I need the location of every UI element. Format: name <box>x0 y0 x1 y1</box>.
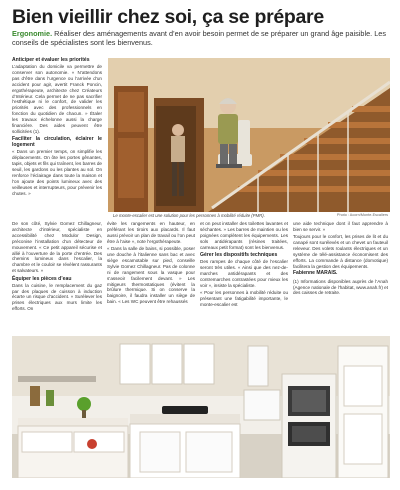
intro-keyword: Ergonomie. <box>12 29 53 38</box>
paragraph: L’adaptation du domicile va permettre de conserver son autonomie. « N’attendons pas d’être dans l’urgence ou l’arrivée d’un accident pour agir, avertit Franck Poncin, ergothérapeute, architecte chez Créateurs d’Intérieur. Cela permet de ne pas sacrifier l’esthétique ni le confort, de valider les priorités avec des professionnels en fonction du quotidien de chacun. » Étaler les travaux échelonne aussi la charge financière. Des aides peuvent être sollicitées (1). <box>12 64 102 134</box>
photo-caption: Le monte-escalier est une solution pour les personnes à mobilité réduite (PMR). <box>113 213 265 218</box>
column-1 <box>12 56 102 198</box>
footnote: (1) Informations disponibles auprès de l’Anah (Agence nationale de l’habitat, www.anah.fr) et des caisses de retraite. <box>293 278 388 296</box>
paragraph: évite les rangements en hauteur, en préférant les tiroirs aux placards. Il faut aussi prévoir un plan de travail ou l’on peut être à l’aise », note l’ergothérapeute. <box>107 221 195 244</box>
article-title: Bien vieillir chez soi, ça se prépare <box>12 6 324 28</box>
column-4 <box>200 221 288 309</box>
kitchen-illustration <box>12 336 390 478</box>
paragraph: « Dans la salle de bains, si possible, poser une douche à l’italienne sans bac et avec siège escamotable sur pied, conseille Sylvie Gomez Chillagneur. Pas de colonne ni de rangement sous la vasque pour s’asseoir facilement devant. » Les mitigeurs thermostatiques (évitent la brûlure thermique. Si on conserve la baignoire, il faudra installer un siège de bain. « Les WC peuvent être rehaussés <box>107 246 195 305</box>
section-heading: Faciliter la circulation, éclairer le logement <box>12 136 102 149</box>
intro-text: Réaliser des aménagements avant d’en avoir besoin permet de se préparer un grand âge paisible. Les conseils de spécialistes sont les bienvenus. <box>12 29 386 47</box>
paragraph: « Pour les personnes à mobilité réduite ou présentant une fatigabilité importante, le monte-escalier est <box>200 290 288 307</box>
photo-credit: Photo : Acorn/Monte-Escaliers <box>336 213 388 217</box>
kitchen-photo <box>12 336 390 478</box>
section-heading: Anticiper et évaluer les priorités <box>12 57 90 63</box>
column-2 <box>12 221 102 314</box>
paragraph: et on peut installer des toilettes lavantes et séchantes. » Les barres de maintien ou les poignées complètent les équipements. Les sols antidérapants (résines traitées, carreaux petit format) sont les bienvenus. <box>200 221 288 250</box>
author-signature: Fabienne MARAIS. <box>293 270 338 277</box>
stairlift-illustration <box>108 58 390 212</box>
section-heading: Gérer les dispositifs techniques <box>200 252 278 259</box>
paragraph: Dans la cuisine, le remplacement du gaz par des plaques de cuisson à induction écarte un risque d’accident. « Surélever les prises électriques aux murs limite les efforts. On <box>12 282 102 312</box>
section-heading: Équiper les pièces d’eau <box>12 275 72 282</box>
paragraph: une aide technique dont il faut apprendre à bien se servir. » <box>293 221 388 232</box>
column-5 <box>293 221 388 298</box>
paragraph: « Dans un premier temps, on simplifie les déplacements. On ôte les portes gênantes, tapis, objets et fils qui traînent, les barres de seuil, les gardons ou les plantes au sol. On renforce l’éclairage dans toute la maison et l’on ajoute des points lumineux avec des veilleuses et interrupteurs, pour prévenir les chutes. » <box>12 149 102 196</box>
column-3 <box>107 221 195 307</box>
paragraph: Toujours pour le confort, les prises de lit et du canapé sont surélevés et un chevet un fauteuil releveur. Des volets roulants électriques et un système de télé-assistance économisent des efforts. La commande à distance (domotique) facilitera la gestion des équipements. <box>293 234 388 269</box>
paragraph: De son côté, Sylvie Gomez Chillagneur, architecte d’intérieur, spécialiste en accessibilité chez Modulor Design, préconise l’installation d’un détecteur de mouvement. « Ce petit appareil sécurise et allié à l’ouverture de la porte d’entrée. Des chemins lumineux dans l’escalier, la chambre et le couloir se révèlent rassurants et salvateurs. » <box>12 221 102 274</box>
article-intro <box>12 30 392 47</box>
stairlift-photo <box>108 58 390 212</box>
paragraph: Des rampes de chaque côté de l’escalier seront très utiles. « Ainsi que des nez-de-marches antidérapants et des contremarches contrastées pour mieux les voir », insiste la spécialiste. <box>200 259 288 288</box>
